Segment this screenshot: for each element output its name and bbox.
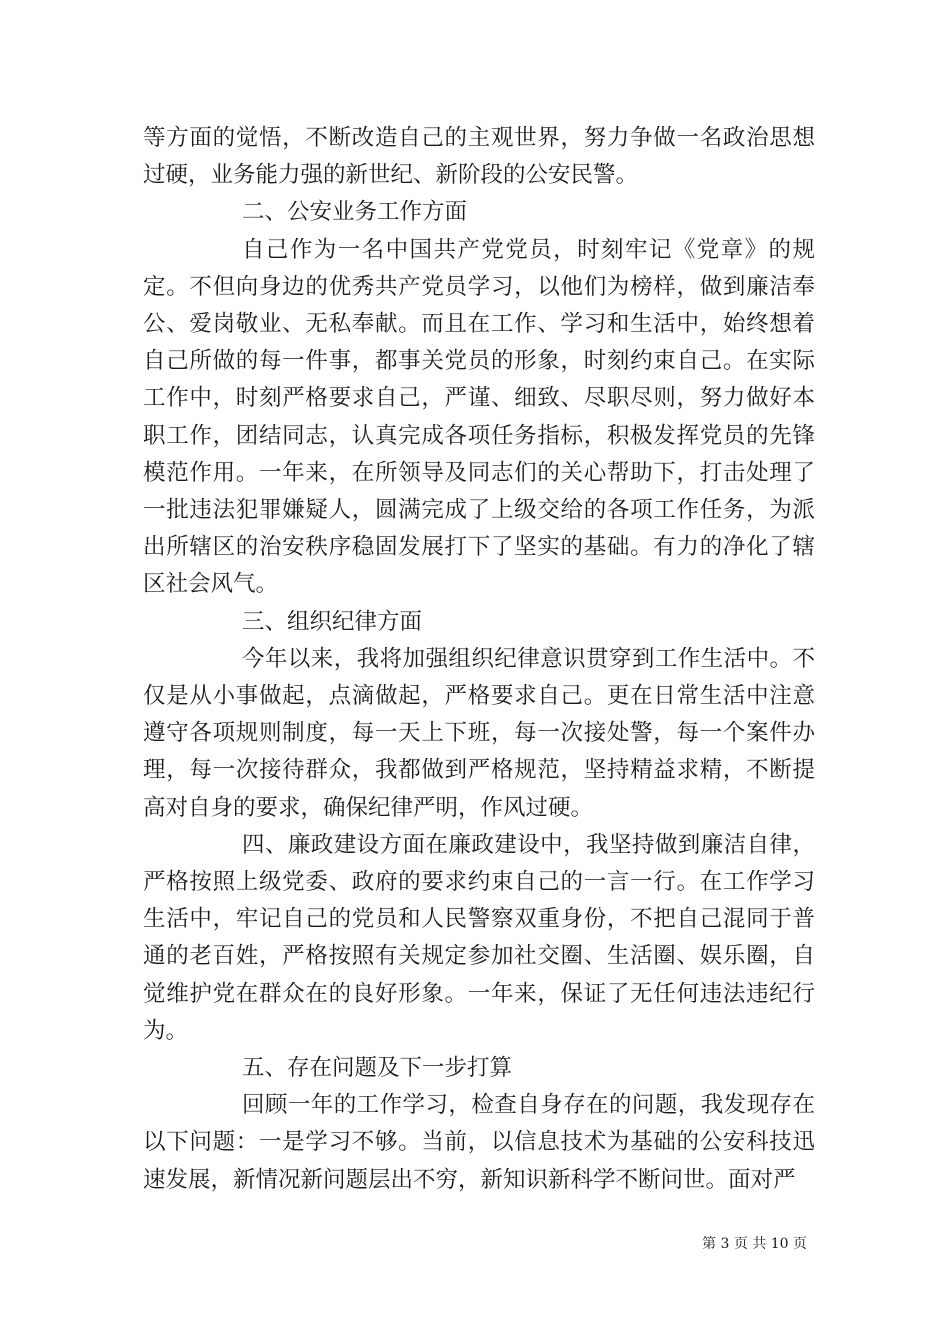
section-heading-problems: 五、存在问题及下一步打算 — [242, 1055, 513, 1082]
section-heading-discipline: 三、组织纪律方面 — [242, 608, 423, 635]
paragraph-problems: 回顾一年的工作学习，检查自身存在的问题，我发现存在以下问题：一是学习不够。当前，以信息技术为基础的公安科技迅速发展，新情况新问题层出不穷，新知识新科学不断问世。面对严 — [143, 1092, 815, 1193]
paragraph-police-work: 自己作为一名中国共产党党员，时刻牢记《党章》的规定。不但向身边的优秀共产党员学习，以他们为榜样，做到廉洁奉公、爱岗敬业、无私奉献。而且在工作、学习和生活中，始终想着自己所做的每一件事，都事关党员的形象，时刻约束自己。在实际工作中，时刻严格要求自己，严谨、细致、尽职尽则，努力做好本职工作，团结同志，认真完成各项任务指标，积极发挥党员的先锋模范作用。一年来，在所领导及同志们的关心帮助下，打击处理了一批违法犯罪嫌疑人，圆满完成了上级交给的各项工作任务，为派出所辖区的治安秩序稳固发展打下了坚实的基础。有力的净化了辖区社会风气。 — [143, 236, 815, 598]
paragraph-integrity: 四、廉政建设方面在廉政建设中，我坚持做到廉洁自律，严格按照上级党委、政府的要求约束自己的一言一行。在工作学习生活中，牢记自己的党员和人民警察双重身份，不把自己混同于普通的老百姓，严格按照有关规定参加社交圈、生活圈、娱乐圈，自觉维护党在群众在的良好形象。一年来，保证了无任何违法违纪行为。 — [143, 831, 815, 1044]
page-number-footer: 第 3 页 共 10 页 — [702, 1236, 807, 1252]
paragraph-continuation: 等方面的觉悟，不断改造自己的主观世界，努力争做一名政治思想过硬，业务能力强的新世纪、新阶段的公安民警。 — [143, 125, 815, 189]
section-heading-police-work: 二、公安业务工作方面 — [242, 199, 468, 226]
paragraph-discipline: 今年以来，我将加强组织纪律意识贯穿到工作生活中。不仅是从小事做起，点滴做起，严格要求自己。更在日常生活中注意遵守各项规则制度，每一天上下班，每一次接处警，每一个案件办理，每一次接待群众，我都做到严格规范，坚持精益求精，不断提高对自身的要求，确保纪律严明，作风过硬。 — [143, 645, 815, 821]
document-body — [143, 120, 815, 1199]
